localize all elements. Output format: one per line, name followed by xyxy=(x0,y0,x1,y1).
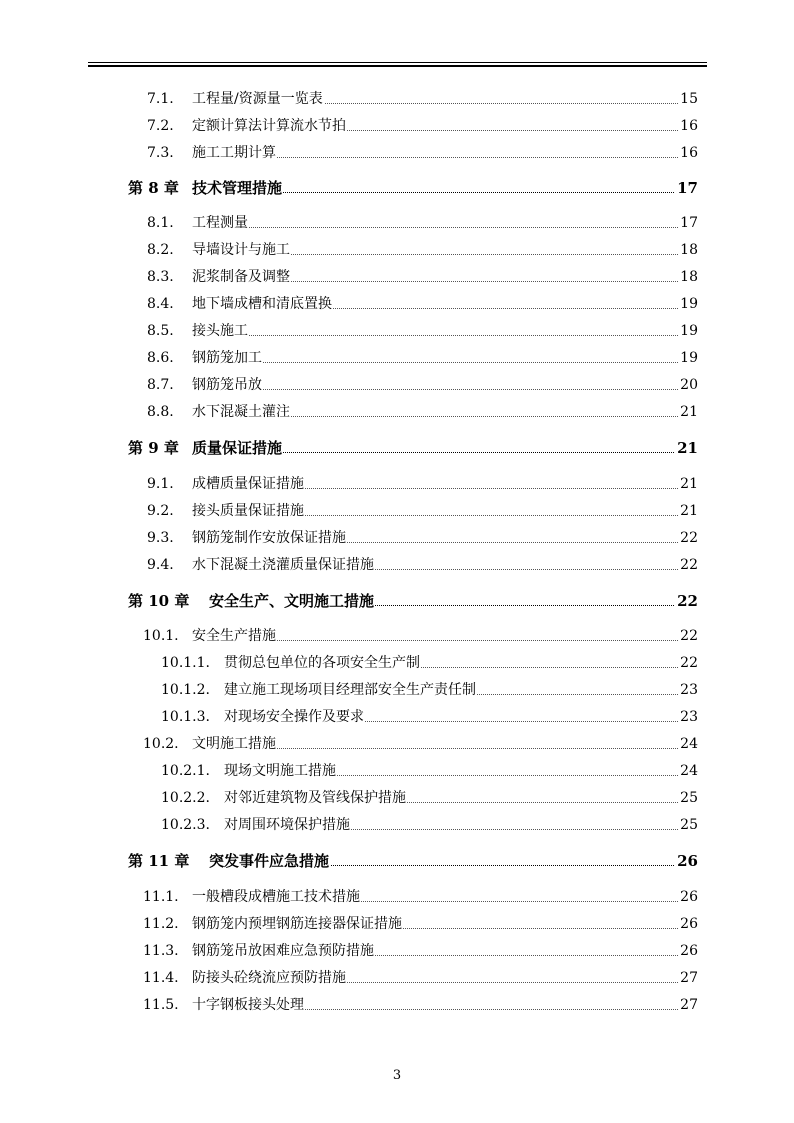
toc-entry-number: 7.1. xyxy=(147,91,174,107)
toc-entry[interactable] xyxy=(0,625,794,647)
toc-entry[interactable] xyxy=(0,88,794,110)
toc-entry-number: 8.6. xyxy=(147,350,174,366)
toc-chapter-entry[interactable] xyxy=(0,850,794,872)
toc-entry-number: 第 10 章 xyxy=(128,592,190,610)
toc-entry-number: 8.5. xyxy=(147,323,174,339)
toc-entry[interactable] xyxy=(0,994,794,1016)
toc-entry-title: 水下混凝土灌注 xyxy=(192,404,290,420)
toc-entry-page: 21 xyxy=(677,439,698,457)
toc-entry[interactable] xyxy=(0,115,794,137)
toc-entry-page: 21 xyxy=(680,476,698,492)
toc-entry-number: 10.2. xyxy=(143,736,179,752)
toc-entry[interactable] xyxy=(0,473,794,495)
toc-entry-title: 施工工期计算 xyxy=(192,145,276,161)
toc-entry[interactable] xyxy=(0,787,794,809)
toc-entry-number: 9.4. xyxy=(147,557,174,573)
toc-leader-dots xyxy=(192,227,698,228)
toc-entry-title: 工程测量 xyxy=(192,215,248,231)
toc-entry-page: 26 xyxy=(677,852,698,870)
toc-entry-number: 11.2. xyxy=(143,916,179,932)
toc-entry-number: 7.3. xyxy=(147,145,174,161)
toc-entry-number: 第 9 章 xyxy=(128,439,179,457)
toc-entry-page: 26 xyxy=(680,943,698,959)
toc-entry-title: 钢筋笼吊放困难应急预防措施 xyxy=(192,943,374,959)
toc-entry-page: 18 xyxy=(680,269,698,285)
toc-entry-title: 定额计算法计算流水节拍 xyxy=(192,118,346,134)
toc-entry[interactable] xyxy=(0,500,794,522)
toc-entry-title: 突发事件应急措施 xyxy=(209,852,330,870)
toc-entry-title: 钢筋笼内预埋钢筋连接器保证措施 xyxy=(192,916,402,932)
toc-entry-number: 9.3. xyxy=(147,530,174,546)
toc-entry-page: 27 xyxy=(680,970,698,986)
toc-entry-number: 11.5. xyxy=(143,997,179,1013)
toc-entry-title: 钢筋笼吊放 xyxy=(192,377,262,393)
toc-entry-number: 10.2.2. xyxy=(161,790,210,806)
toc-chapter-entry[interactable] xyxy=(0,590,794,612)
toc-entry[interactable] xyxy=(0,142,794,164)
toc-entry-title: 地下墙成槽和清底置换 xyxy=(192,296,332,312)
toc-entry-number: 8.8. xyxy=(147,404,174,420)
toc-entry-title: 接头施工 xyxy=(192,323,248,339)
toc-entry-title: 对周围环境保护措施 xyxy=(224,817,350,833)
toc-entry[interactable] xyxy=(0,760,794,782)
toc-entry-title: 对现场安全操作及要求 xyxy=(224,709,364,725)
toc-entry-number: 10.1.2. xyxy=(161,682,210,698)
toc-entry-title: 建立施工现场项目经理部安全生产责任制 xyxy=(224,682,476,698)
toc-entry-page: 22 xyxy=(680,530,698,546)
toc-entry-title: 对邻近建筑物及管线保护措施 xyxy=(224,790,406,806)
toc-entry-title: 一般槽段成槽施工技术措施 xyxy=(192,889,360,905)
toc-entry[interactable] xyxy=(0,679,794,701)
toc-entry-page: 20 xyxy=(680,377,698,393)
toc-chapter-entry[interactable] xyxy=(0,437,794,459)
toc-entry-page: 19 xyxy=(680,350,698,366)
toc-entry[interactable] xyxy=(0,212,794,234)
toc-entry-number: 9.2. xyxy=(147,503,174,519)
toc-entry-number: 7.2. xyxy=(147,118,174,134)
toc-entry-page: 25 xyxy=(680,817,698,833)
toc-entry-number: 10.2.3. xyxy=(161,817,210,833)
toc-entry[interactable] xyxy=(0,374,794,396)
toc-entry-title: 钢筋笼加工 xyxy=(192,350,262,366)
toc-entry-page: 17 xyxy=(680,215,698,231)
toc-leader-dots xyxy=(192,335,698,336)
toc-entry-title: 导墙设计与施工 xyxy=(192,242,290,258)
toc-entry-title: 工程量/资源量一览表 xyxy=(192,91,323,107)
toc-leader-dots xyxy=(192,362,698,363)
toc-entry[interactable] xyxy=(0,913,794,935)
toc-entry-page: 26 xyxy=(680,916,698,932)
toc-entry-page: 22 xyxy=(680,557,698,573)
toc-entry-page: 24 xyxy=(680,736,698,752)
toc-entry[interactable] xyxy=(0,320,794,342)
page-number: 3 xyxy=(392,1068,402,1083)
toc-entry[interactable] xyxy=(0,940,794,962)
toc-entry-title: 现场文明施工措施 xyxy=(224,763,336,779)
toc-entry-title: 泥浆制备及调整 xyxy=(192,269,290,285)
toc-entry-title: 贯彻总包单位的各项安全生产制 xyxy=(224,655,420,671)
toc-entry-number: 11.1. xyxy=(143,889,179,905)
toc-entry-page: 16 xyxy=(680,145,698,161)
toc-entry[interactable] xyxy=(0,239,794,261)
toc-entry-title: 成槽质量保证措施 xyxy=(192,476,304,492)
toc-entry-number: 10.1. xyxy=(143,628,179,644)
toc-entry-number: 10.2.1. xyxy=(161,763,210,779)
toc-entry-page: 23 xyxy=(680,709,698,725)
toc-entry-title: 十字钢板接头处理 xyxy=(192,997,304,1013)
toc-entry[interactable] xyxy=(0,554,794,576)
toc-entry[interactable] xyxy=(0,706,794,728)
toc-entry-page: 21 xyxy=(680,404,698,420)
toc-entry-page: 22 xyxy=(680,628,698,644)
toc-entry-page: 21 xyxy=(680,503,698,519)
toc-entry[interactable] xyxy=(0,401,794,423)
toc-entry-number: 第 8 章 xyxy=(128,179,179,197)
toc-entry-number: 11.3. xyxy=(143,943,179,959)
toc-entry-number: 第 11 章 xyxy=(128,852,190,870)
toc-entry-number: 10.1.1. xyxy=(161,655,210,671)
toc-entry-number: 8.3. xyxy=(147,269,174,285)
toc-entry-page: 15 xyxy=(680,91,698,107)
toc-entry-page: 19 xyxy=(680,323,698,339)
toc-entry[interactable] xyxy=(0,652,794,674)
toc-entry-number: 8.7. xyxy=(147,377,174,393)
toc-entry-title: 钢筋笼制作安放保证措施 xyxy=(192,530,346,546)
toc-entry-number: 11.4. xyxy=(143,970,179,986)
toc-entry-title: 安全生产、文明施工措施 xyxy=(209,592,375,610)
toc-entry-title: 防接头砼绕流应预防措施 xyxy=(192,970,346,986)
toc-entry-number: 8.4. xyxy=(147,296,174,312)
toc-entry-page: 17 xyxy=(677,179,698,197)
toc-entry-page: 26 xyxy=(680,889,698,905)
toc-entry[interactable] xyxy=(0,293,794,315)
toc-entry-title: 安全生产措施 xyxy=(192,628,276,644)
toc-entry-page: 22 xyxy=(680,655,698,671)
toc-entry-page: 23 xyxy=(680,682,698,698)
toc-entry-title: 技术管理措施 xyxy=(192,179,283,197)
toc-entry[interactable] xyxy=(0,527,794,549)
toc-entry[interactable] xyxy=(0,967,794,989)
toc-entry-page: 22 xyxy=(677,592,698,610)
toc-entry-number: 10.1.3. xyxy=(161,709,210,725)
toc-entry-page: 19 xyxy=(680,296,698,312)
toc-entry-title: 接头质量保证措施 xyxy=(192,503,304,519)
toc-leader-dots xyxy=(192,389,698,390)
toc-entry-title: 水下混凝土浇灌质量保证措施 xyxy=(192,557,374,573)
toc-entry-number: 8.2. xyxy=(147,242,174,258)
toc-entry-number: 8.1. xyxy=(147,215,174,231)
toc-entry-page: 16 xyxy=(680,118,698,134)
toc-entry-page: 18 xyxy=(680,242,698,258)
toc-entry-number: 9.1. xyxy=(147,476,174,492)
toc-entry[interactable] xyxy=(0,814,794,836)
toc-entry[interactable] xyxy=(0,347,794,369)
toc-entry-page: 24 xyxy=(680,763,698,779)
toc-chapter-entry[interactable] xyxy=(0,177,794,199)
toc-entry-page: 25 xyxy=(680,790,698,806)
toc-entry[interactable] xyxy=(0,886,794,908)
toc-entry-title: 质量保证措施 xyxy=(192,439,283,457)
toc-entry-title: 文明施工措施 xyxy=(192,736,276,752)
toc-entry[interactable] xyxy=(0,733,794,755)
toc-entry[interactable] xyxy=(0,266,794,288)
toc-entry-page: 27 xyxy=(680,997,698,1013)
